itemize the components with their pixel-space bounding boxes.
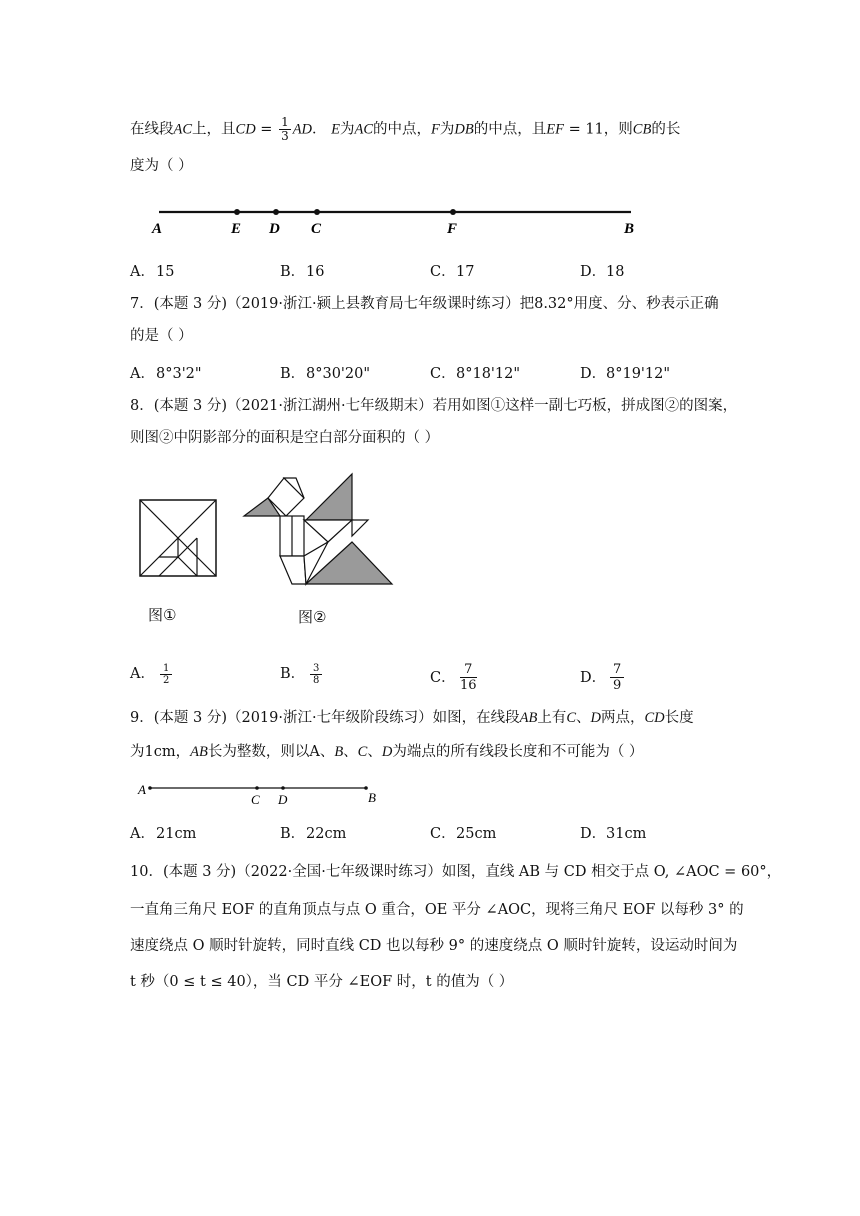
label-d: D xyxy=(269,221,280,237)
label-c: C xyxy=(251,792,260,807)
label-f: F xyxy=(447,221,458,237)
q6-option-a[interactable]: A．15 xyxy=(130,264,175,280)
tangram-figure-2 xyxy=(240,470,396,588)
tangram-figure-1 xyxy=(138,498,220,580)
label-b: B xyxy=(624,221,635,237)
q10-stem-line3: 速度绕点 O 顺时针旋转，同时直线 CD 也以每秒 9° 的速度绕点 O 顺时针旋转，设运动时间为 xyxy=(130,938,738,954)
q10-stem-line1: 10．(本题 3 分)（2022·全国·七年级课时练习）如图，直线 AB 与 CD 相交于点 O, ∠AOC = 60°， xyxy=(130,864,782,880)
q6-stem-line1: 在线段AC上，且CD = $\frac{1}{3}$ AD． E为AC的中点，F为DB的中点，且EF = 11，则CB的长 xyxy=(130,115,681,143)
point-c-dot xyxy=(314,209,320,215)
q8-options xyxy=(130,662,770,702)
q7-option-b[interactable]: B．8°30'20" xyxy=(280,366,371,382)
q7-stem-line1: 7．(本题 3 分)（2019·浙江·颍上县教育局七年级课时练习）把8.32°用度、分、秒表示正确 xyxy=(130,296,719,312)
q7-option-c[interactable]: C．8°18'12" xyxy=(430,366,521,382)
q6-option-d[interactable]: D．18 xyxy=(580,264,625,280)
q7-option-a[interactable]: A．8°3'2" xyxy=(130,366,202,382)
q8-option-d[interactable]: D． $\frac{7}{9}$ xyxy=(580,662,624,693)
q6-option-c[interactable]: C．17 xyxy=(430,264,475,280)
label-b: B xyxy=(368,790,376,805)
fraction-one-third: $\frac{1}{3}$ xyxy=(281,115,289,143)
q6-stem-line2: 度为（ ） xyxy=(130,158,193,174)
label-a: A xyxy=(138,782,146,797)
q9-option-d[interactable]: D．31cm xyxy=(580,826,647,842)
q9-segment-figure xyxy=(136,778,386,808)
point-d-dot xyxy=(273,209,279,215)
q9-option-c[interactable]: C．25cm xyxy=(430,826,497,842)
q6-option-b[interactable]: B．16 xyxy=(280,264,325,280)
q6-segment-figure xyxy=(145,200,645,240)
q10-stem-line4: t 秒（0 ≤ t ≤ 40），当 CD 平分 ∠EOF 时，t 的值为（ ） xyxy=(130,974,514,990)
caption-figure-1: 图① xyxy=(148,606,177,624)
q8-option-a[interactable]: A． $\frac{1}{2}$ xyxy=(130,662,172,686)
q7-stem-line2: 的是（ ） xyxy=(130,328,193,344)
q9-options xyxy=(130,822,770,862)
q10-stem-line2: 一直角三角尺 EOF 的直角顶点与点 O 重合，OE 平分 ∠AOC，现将三角尺 EOF 以每秒 3° 的 xyxy=(130,902,744,918)
q8-stem-line1: 8．(本题 3 分)（2021·浙江湖州·七年级期末）若用如图①这样一副七巧板，拼成图②的图案， xyxy=(130,398,738,414)
label-c: C xyxy=(311,221,322,237)
q8-stem-line2: 则图②中阴影部分的面积是空白部分面积的（ ） xyxy=(130,430,440,446)
q9-option-a[interactable]: A．21cm xyxy=(130,826,197,842)
q9-option-b[interactable]: B．22cm xyxy=(280,826,347,842)
q8-option-c[interactable]: C． $\frac{7}{16}$ xyxy=(430,662,477,693)
q7-option-d[interactable]: D．8°19'12" xyxy=(580,366,671,382)
q8-option-b[interactable]: B． $\frac{3}{8}$ xyxy=(280,662,322,686)
q9-stem-line2: 为1cm，AB长为整数，则以A、B、C、D为端点的所有线段长度和不可能为（ ） xyxy=(130,744,644,760)
shaded-piece-top-right xyxy=(306,474,352,520)
q9-stem-line1: 9．(本题 3 分)（2019·浙江·七年级阶段练习）如图，在线段AB上有C、D两点，CD长度 xyxy=(130,710,694,726)
label-a: A xyxy=(152,221,163,237)
label-e: E xyxy=(231,221,242,237)
caption-figure-2: 图② xyxy=(298,608,327,626)
label-d: D xyxy=(278,792,288,807)
point-f-dot xyxy=(450,209,456,215)
point-e-dot xyxy=(234,209,240,215)
